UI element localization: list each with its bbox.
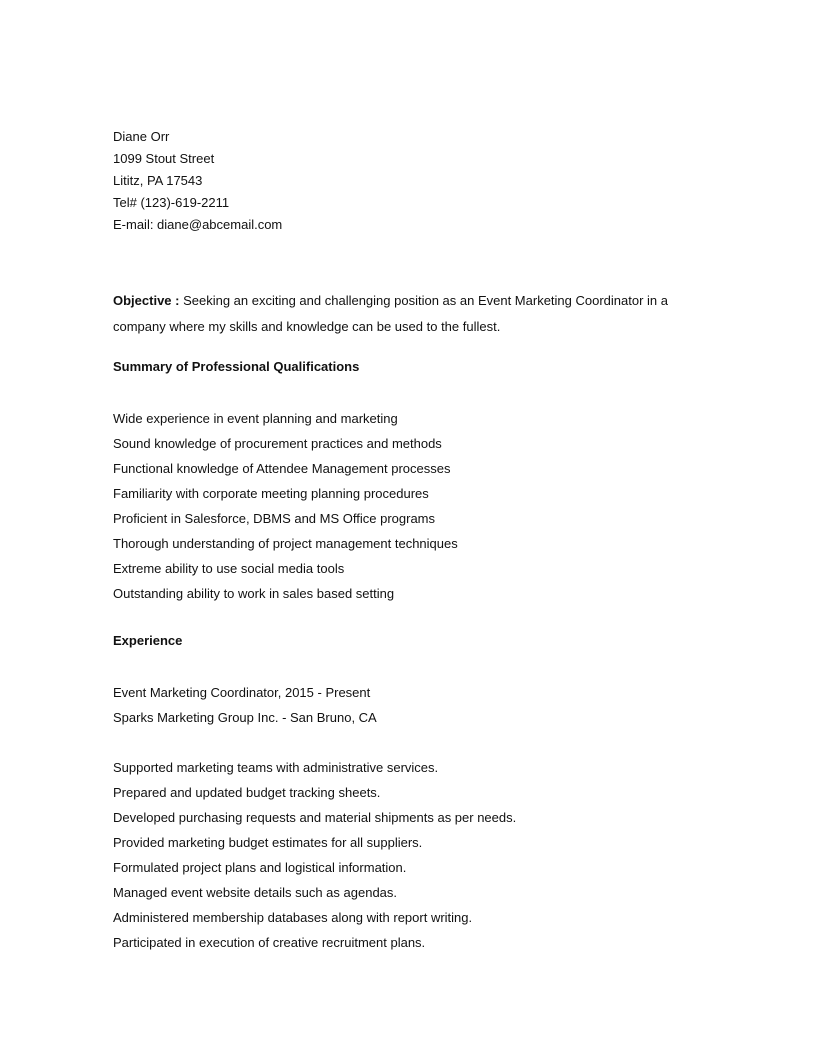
list-item: Formulated project plans and logistical information. — [113, 860, 407, 875]
contact-email: E-mail: diane@abcemail.com — [113, 217, 283, 232]
qualifications-heading: Summary of Professional Qualifications — [113, 359, 360, 374]
list-item: Managed event website details such as agendas. — [113, 885, 398, 900]
list-item: Functional knowledge of Attendee Management processes — [113, 461, 451, 476]
qualifications-list — [113, 406, 713, 606]
contact-phone: Tel# (123)-619-2211 — [113, 195, 230, 210]
list-item: Supported marketing teams with administrative services. — [113, 760, 439, 775]
list-item: Administered membership databases along with report writing. — [113, 910, 473, 925]
list-item: Extreme ability to use social media tools — [113, 561, 345, 576]
list-item: Prepared and updated budget tracking sheets. — [113, 785, 381, 800]
list-item: Developed purchasing requests and material shipments as per needs. — [113, 810, 517, 825]
duties-list — [113, 755, 713, 955]
contact-city: Lititz, PA 17543 — [113, 173, 203, 188]
contact-block — [113, 126, 713, 236]
resume-page — [113, 126, 713, 955]
objective-text: Seeking an exciting and challenging position as an Event Marketing Coordinator in a company where my skills and knowledge can be used to the fullest. — [113, 293, 668, 334]
objective-section — [113, 288, 703, 340]
list-item: Participated in execution of creative recruitment plans. — [113, 935, 426, 950]
list-item: Wide experience in event planning and marketing — [113, 411, 398, 426]
objective-label: Objective : — [113, 293, 184, 308]
list-item: Outstanding ability to work in sales based setting — [113, 586, 395, 601]
experience-heading: Experience — [113, 633, 183, 648]
list-item: Thorough understanding of project management techniques — [113, 536, 458, 551]
contact-name: Diane Orr — [113, 129, 170, 144]
list-item: Provided marketing budget estimates for all suppliers. — [113, 835, 423, 850]
list-item: Proficient in Salesforce, DBMS and MS Office programs — [113, 511, 435, 526]
list-item: Sound knowledge of procurement practices and methods — [113, 436, 442, 451]
job-title: Event Marketing Coordinator, 2015 - Present — [113, 685, 371, 700]
job-entry — [113, 680, 713, 730]
contact-street: 1099 Stout Street — [113, 151, 215, 166]
job-company: Sparks Marketing Group Inc. - San Bruno, CA — [113, 710, 377, 725]
list-item: Familiarity with corporate meeting planning procedures — [113, 486, 429, 501]
